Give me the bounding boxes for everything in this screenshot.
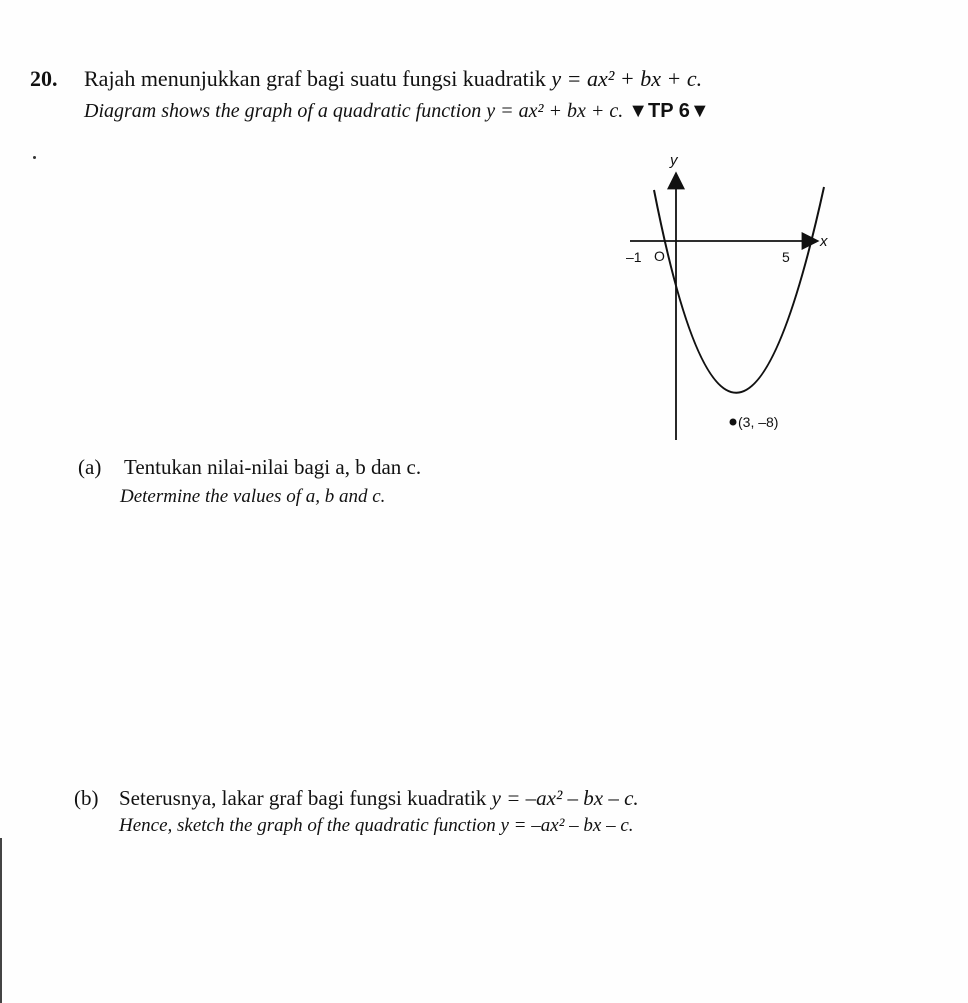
part-a-text-english: Determine the values of a, b and c. [120, 486, 386, 507]
part-b-english-equation: y = –ax² – bx – c. [500, 815, 634, 836]
parabola-curve [654, 187, 824, 393]
stem-malay-text: Rajah menunjukkan graf bagi suatu fungsi kuadratik [84, 66, 546, 91]
stem-english-equation: y = ax² + bx + c. [486, 100, 624, 122]
part-b-malay-equation: y = –ax² – bx – c. [491, 786, 639, 810]
vertex-label: (3, –8) [738, 414, 779, 430]
root-right-label: 5 [782, 249, 790, 265]
question-stem-english [84, 100, 710, 123]
part-b-text-malay [119, 786, 639, 811]
part-b-label: (b) [74, 786, 99, 810]
part-b-english-text: Hence, sketch the graph of the quadratic function [119, 815, 496, 836]
level-tag-text: TP 6 [648, 100, 690, 122]
stem-malay-equation: y = ax² + bx + c. [551, 66, 703, 91]
level-tag: ▼TP 6▼ [628, 100, 710, 122]
part-b-malay-text: Seterusnya, lakar graf bagi fungsi kuadratik [119, 786, 487, 810]
part-b-text-english [119, 815, 634, 837]
y-axis-label: y [670, 152, 678, 169]
origin-label: O [654, 248, 665, 264]
stem-english-text: Diagram shows the graph of a quadratic function [84, 100, 482, 122]
scan-dot [33, 156, 36, 159]
part-a-text-malay: Tentukan nilai-nilai bagi a, b dan c. [124, 455, 422, 479]
x-axis-label: x [820, 233, 828, 250]
question-number: 20. [30, 66, 58, 91]
question-stem-malay [84, 66, 702, 92]
part-a-label: (a) [78, 455, 102, 479]
parabola-graph [620, 145, 840, 450]
scan-edge-line [0, 838, 2, 1003]
vertex-point [730, 419, 737, 426]
root-left-label: –1 [626, 249, 642, 265]
